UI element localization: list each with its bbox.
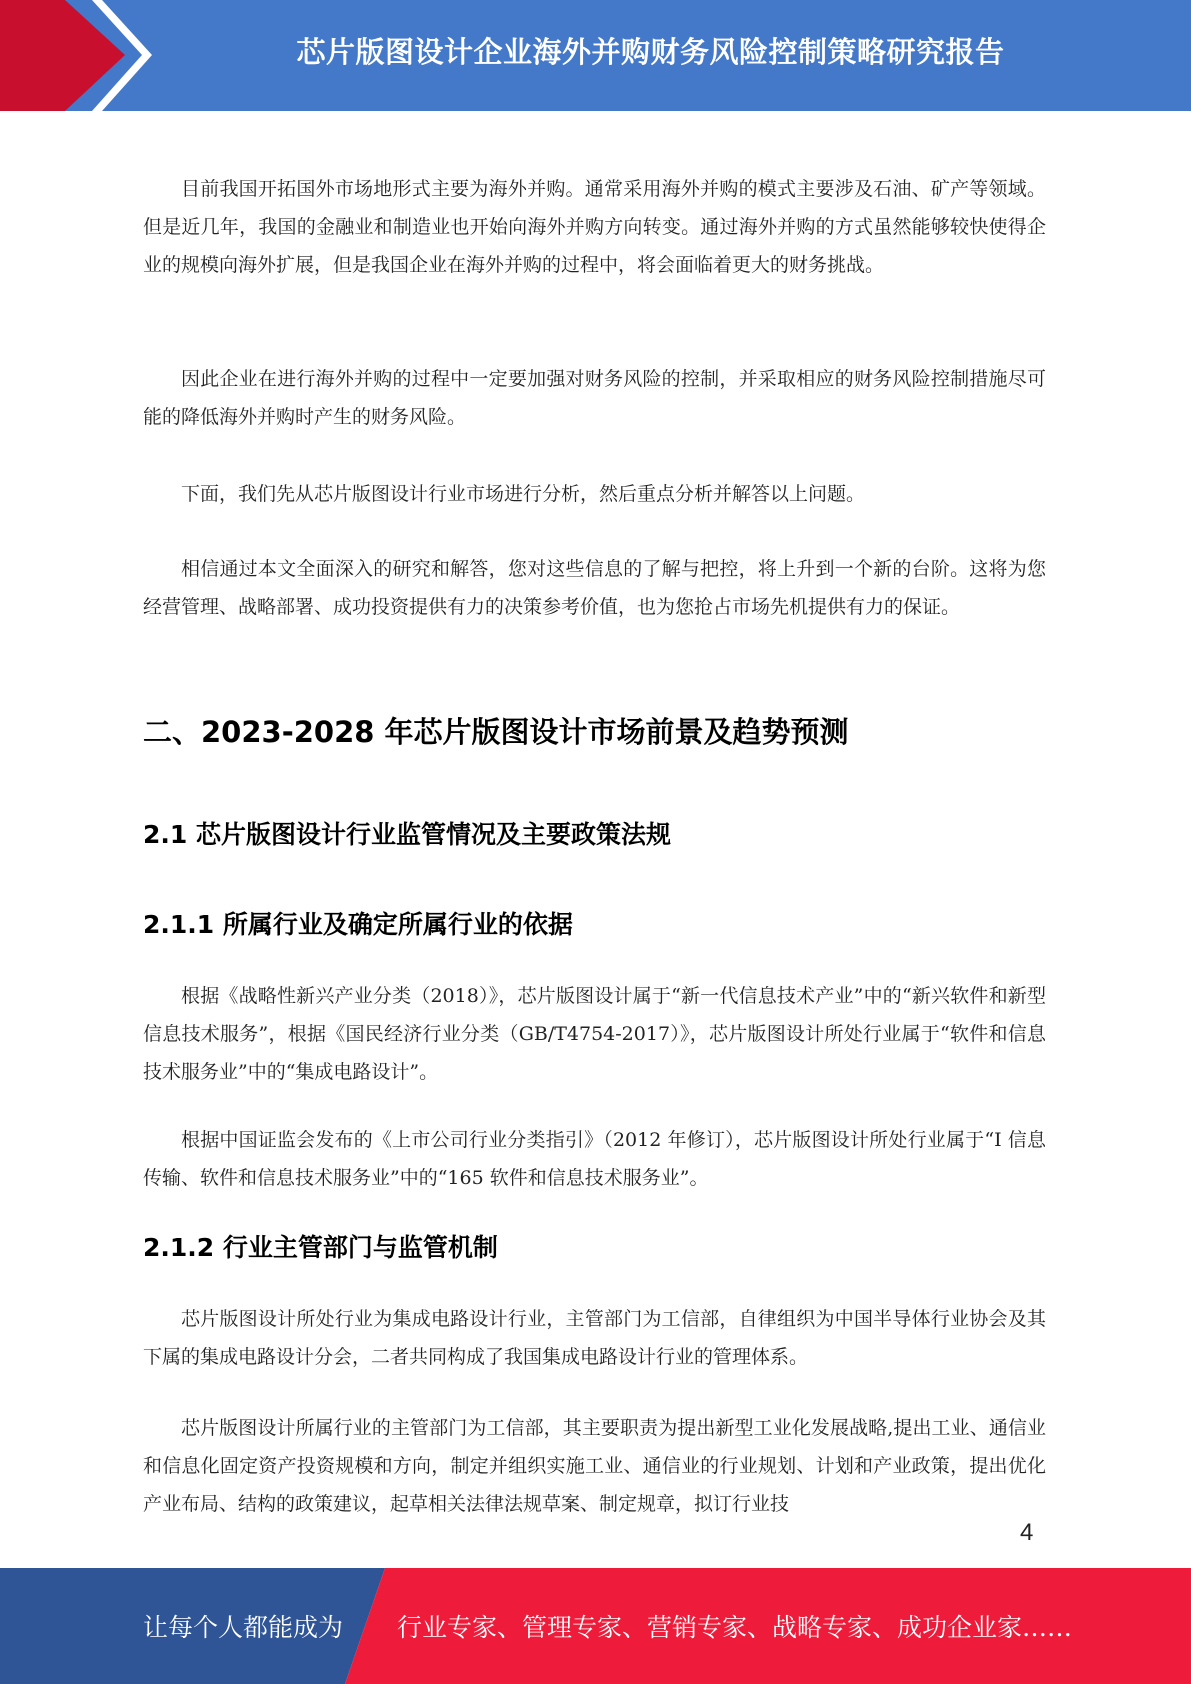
subsection-heading-2-1: 2.1 芯片版图设计行业监管情况及主要政策法规 xyxy=(143,820,671,849)
subsection-heading-2-1-2: 2.1.2 行业主管部门与监管机制 xyxy=(143,1233,498,1262)
header-chevron-decoration xyxy=(0,0,160,111)
paragraph-miit-duties: 芯片版图设计所属行业的主管部门为工信部，其主要职责为提出新型工业化发展战略,提出工业、通信业和信息化固定资产投资规模和方向，制定并组织实施工业、通信业的行业规划、计划和产业政策，提出优化产业布局、结构的政策建议，起草相关法律法规草案、制定规章，拟订行业技 xyxy=(143,1417,1046,1515)
footer-slogan-left: 让每个人都能成为 xyxy=(143,1613,344,1642)
page-header xyxy=(0,0,1191,111)
paragraph-csrc-classification: 根据中国证监会发布的《上市公司行业分类指引》（2012 年修订），芯片版图设计所处行业属于“I 信息传输、软件和信息技术服务业”中的“165 软件和信息技术服务业”。 xyxy=(143,1129,1046,1189)
paragraph-value: 相信通过本文全面深入的研究和解答，您对这些信息的了解与把控，将上升到一个新的台阶。这将为您经营管理、战略部署、成功投资提供有力的决策参考价值，也为您抢占市场先机提供有力的保证。 xyxy=(143,558,1046,618)
paragraph-intro: 目前我国开拓国外市场地形式主要为海外并购。通常采用海外并购的模式主要涉及石油、矿产等领域。但是近几年，我国的金融业和制造业也开始向海外并购方向转变。通过海外并购的方式虽然能够较快使得企业的规模向海外扩展，但是我国企业在海外并购的过程中，将会面临着更大的财务挑战。 xyxy=(143,178,1046,276)
subsection-heading-2-1-1: 2.1.1 所属行业及确定所属行业的依据 xyxy=(143,910,573,939)
page-footer xyxy=(0,1568,1191,1684)
paragraph-industry-classification: 根据《战略性新兴产业分类（2018）》，芯片版图设计属于“新一代信息技术产业”中的“新兴软件和新型信息技术服务”，根据《国民经济行业分类（GB/T4754-2017）》，芯片版图设计所处行业属于“软件和信息技术服务业”中的“集成电路设计”。 xyxy=(143,985,1046,1083)
report-title: 芯片版图设计企业海外并购财务风险控制策略研究报告 xyxy=(296,35,1005,69)
paragraph-analysis-plan: 下面，我们先从芯片版图设计行业市场进行分析，然后重点分析并解答以上问题。 xyxy=(181,483,866,505)
paragraph-regulatory-system: 芯片版图设计所处行业为集成电路设计行业，主管部门为工信部，自律组织为中国半导体行业协会及其下属的集成电路设计分会，二者共同构成了我国集成电路设计行业的管理体系。 xyxy=(143,1308,1046,1368)
paragraph-risk-control: 因此企业在进行海外并购的过程中一定要加强对财务风险的控制，并采取相应的财务风险控制措施尽可能的降低海外并购时产生的财务风险。 xyxy=(143,368,1046,428)
page-number: 4 xyxy=(1020,1519,1034,1546)
section-heading: 二、2023-2028 年芯片版图设计市场前景及趋势预测 xyxy=(143,715,849,749)
footer-slogan-right: 行业专家、管理专家、营销专家、战略专家、成功企业家…… xyxy=(397,1613,1073,1642)
